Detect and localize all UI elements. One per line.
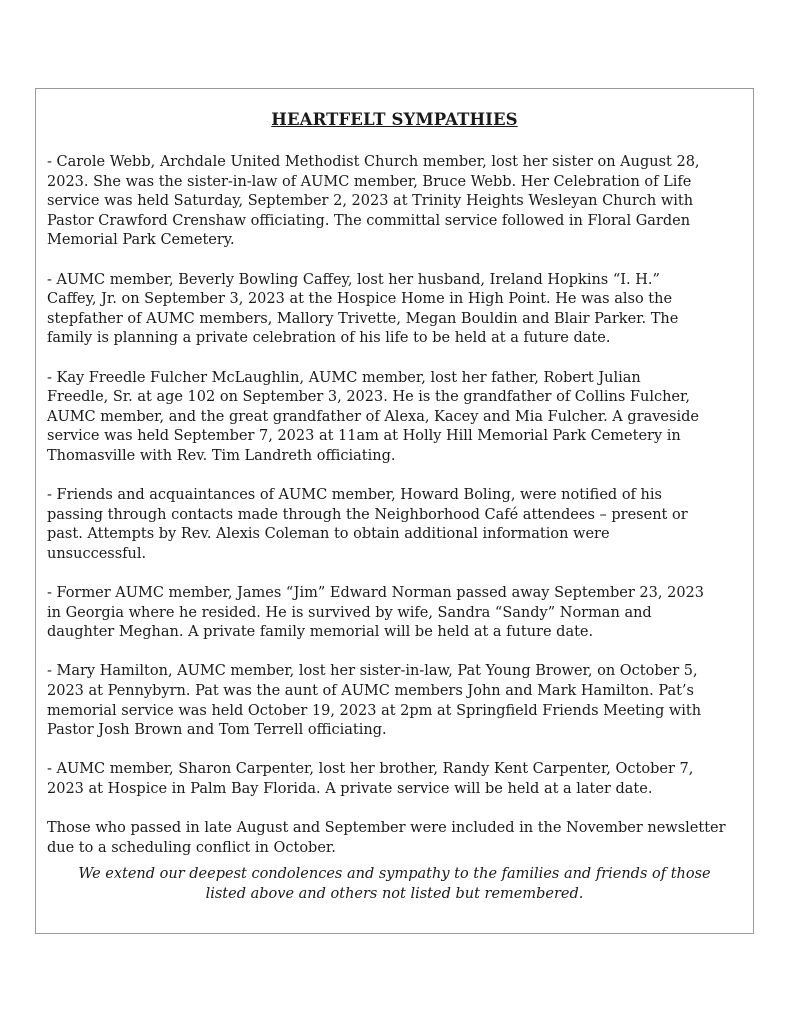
paragraph-scheduling-note: Those who passed in late August and September were included in the November newsletter due to a scheduling conflict in October. — [47, 820, 726, 856]
paragraph-james-norman: - Former AUMC member, James “Jim” Edward Norman passed away September 23, 2023 in Georgia where he resided. He is survived by wife, Sandra “Sandy” Norman and daughter Meghan. A private family memorial will be held at a future date. — [47, 585, 705, 641]
closing-statement: We extend our deepest condolences and sympathy to the families and friends of those listed above and others not listed but remembered. — [78, 866, 711, 902]
paragraph-carole-webb: - Carole Webb, Archdale United Methodist Church member, lost her sister on August 28, 2023. She was the sister-in-law of AUMC member, Bruce Webb. Her Celebration of Life service was held Saturday, September 2, 2023 at Trinity Heights Wesleyan Church with Pastor Crawford Crenshaw officiating. The committal service followed in Floral Garden Memorial Park Cemetery. — [47, 154, 700, 249]
paragraph-kay-mclaughlin: - Kay Freedle Fulcher McLaughlin, AUMC member, lost her father, Robert Julian Freedle, Sr. at age 102 on September 3, 2023. He is the grandfather of Collins Fulcher, AUMC member, and the great grandfather of Alexa, Kacey and Mia Fulcher. A graveside service was held September 7, 2023 at 11am at Holly Hill Memorial Park Cemetery in Thomasville with Rev. Tim Landreth officiating. — [47, 369, 699, 464]
paragraph-sharon-carpenter: - AUMC member, Sharon Carpenter, lost her brother, Randy Kent Carpenter, October 7, 2023 at Hospice in Palm Bay Florida. A private service will be held at a later date. — [47, 761, 694, 797]
document-body — [47, 153, 747, 878]
paragraph-beverly-caffey: - AUMC member, Beverly Bowling Caffey, lost her husband, Ireland Hopkins “I. H.” Caffey, Jr. on September 3, 2023 at the Hospice Home in High Point. He was also the stepfather of AUMC members, Mallory Trivette, Megan Bouldin and Blair Parker. The family is planning a private celebration of his life to be held at a future date. — [47, 271, 679, 347]
page-title: HEARTFELT SYMPATHIES — [271, 110, 518, 129]
paragraph-howard-boling: - Friends and acquaintances of AUMC member, Howard Boling, were notified of his passing through contacts made through the Neighborhood Café attendees – present or past. Attempts by Rev. Alexis Coleman to obtain additional information were unsuccessful. — [47, 487, 688, 562]
document-frame — [35, 88, 754, 934]
paragraph-mary-hamilton: - Mary Hamilton, AUMC member, lost her sister-in-law, Pat Young Brower, on October 5, 2023 at Pennybyrn. Pat was the aunt of AUMC members John and Mark Hamilton. Pat’s memorial service was held October 19, 2023 at 2pm at Springfield Friends Meeting with Pastor Josh Brown and Tom Terrell officiating. — [47, 663, 702, 739]
